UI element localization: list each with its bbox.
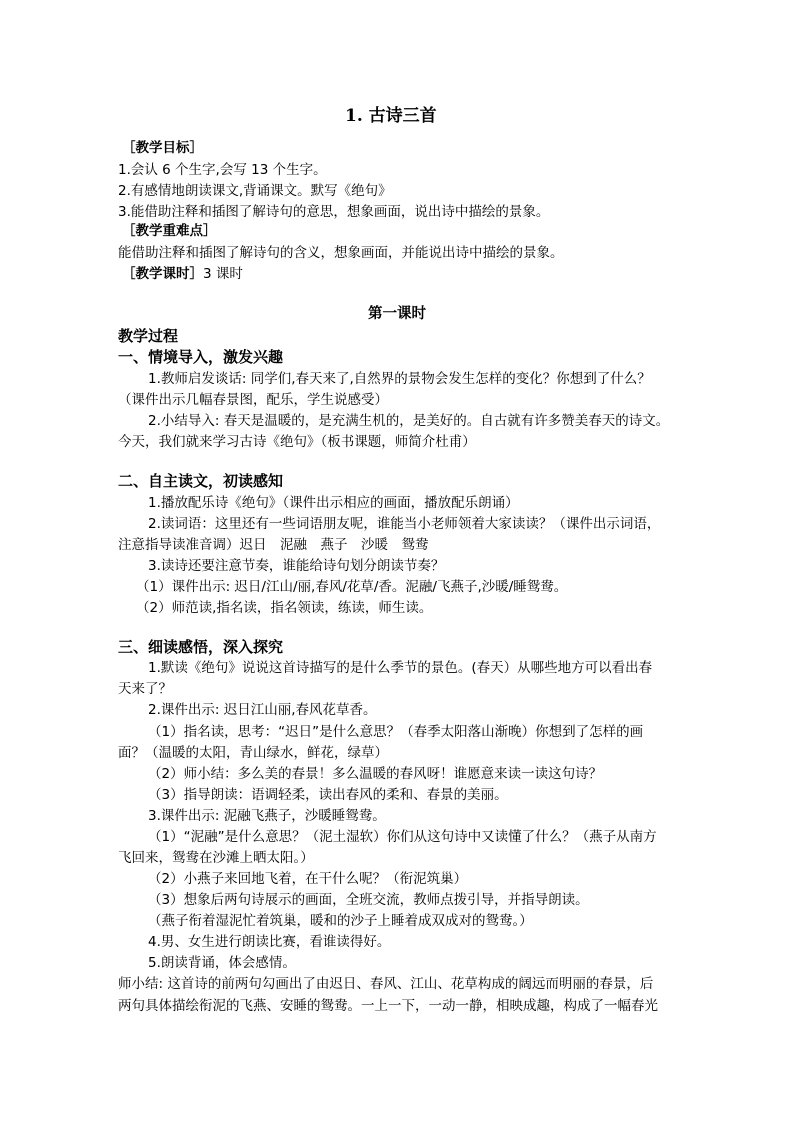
key-points-text: 能借助注释和插图了解诗句的含义，想象画面，并能说出诗中描绘的景象。 bbox=[118, 245, 564, 261]
goal-line: 2.有感情地朗读课文,背诵课文。默写《绝句》 bbox=[118, 183, 392, 199]
section-line: 天来了？ bbox=[118, 681, 172, 697]
section-line: （1）“泥融”是什么意思？（泥土湿软）你们从这句诗中又读懂了什么？（燕子从南方 bbox=[148, 829, 657, 845]
section-line: 飞回来，鸳鸯在沙滩上晒太阳。） bbox=[118, 850, 314, 866]
section-line: 2.小结导入: 春天是温暖的，是充满生机的，是美好的。自古就有许多赞美春天的诗文。 bbox=[148, 413, 670, 429]
section-line: （课件出示几幅春景图，配乐，学生说感受） bbox=[118, 392, 388, 408]
lesson-heading: 第一课时 bbox=[368, 306, 426, 322]
section-line: 2.读词语：这里还有一些词语朋友呢，谁能当小老师领着大家读读？（课件出示词语， bbox=[148, 516, 661, 532]
goals-heading: ［教学目标］ bbox=[122, 140, 203, 156]
section-heading: 二、自主读文，初读感知 bbox=[118, 472, 284, 490]
class-hours-value: 3 课时 bbox=[203, 266, 243, 282]
section-line: 4.男、女生进行朗读比赛，看谁读得好。 bbox=[148, 934, 391, 950]
section-line: 今天，我们就来学习古诗《绝句》（板书课题，师简介杜甫） bbox=[118, 434, 476, 450]
goal-line: 1.会认 6 个生字,会写 13 个生字。 bbox=[118, 162, 327, 178]
section-line: 5.朗读背诵，体会感情。 bbox=[148, 955, 296, 971]
section-line: 两句具体描绘衔泥的飞燕、安睡的鸳鸯。一上一下，一动一静，相映成趣，构成了一幅春光 bbox=[118, 998, 658, 1014]
section-line: 3.课件出示: 泥融飞燕子，沙暖睡鸳鸯。 bbox=[148, 808, 386, 824]
section-line: 3.读诗还要注意节奏，谁能给诗句划分朗读节奏？ bbox=[148, 558, 445, 574]
section-line: （3）想象后两句诗展示的画面，全班交流，教师点拨引导，并指导朗读。 bbox=[148, 892, 589, 908]
section-heading: 三、细读感悟，深入探究 bbox=[118, 638, 284, 656]
section-line: 师小结: 这首诗的前两句勾画出了由迟日、春风、江山、花草构成的阔远而明丽的春景，后 bbox=[118, 976, 654, 992]
document-title: 1. 古诗三首 bbox=[345, 106, 437, 126]
class-hours-label: ［教学课时］ bbox=[122, 266, 203, 282]
section-line: 2.课件出示: 迟日江山丽,春风花草香。 bbox=[148, 702, 377, 718]
section-line: （2）小燕子来回地飞着，在干什么呢？（衔泥筑巢） bbox=[148, 871, 468, 887]
section-line: （1）指名读，思考：“迟日”是什么意思？（春季太阳落山渐晚）你想到了怎样的画 bbox=[148, 724, 644, 740]
section-line: 注意指导读准音调）迟日 泥融 燕子 沙暖 鸳鸯 bbox=[118, 537, 429, 553]
section-heading: 一、情境导入，激发兴趣 bbox=[118, 348, 284, 366]
key-points-heading: ［教学重难点］ bbox=[122, 223, 217, 239]
section-line: 1.播放配乐诗《绝句》（课件出示相应的画面，播放配乐朗诵） bbox=[148, 495, 519, 511]
section-line: （2）师小结：多么美的春景！多么温暖的春风呀！谁愿意来读一读这句诗？ bbox=[148, 766, 603, 782]
section-line: 面？（温暖的太阳，青山绿水，鲜花，绿草） bbox=[118, 745, 388, 761]
section-line: 1.教师启发谈话: 同学们,春天来了,自然界的景物会发生怎样的变化？你想到了什么？ bbox=[148, 371, 651, 387]
process-heading: 教学过程 bbox=[118, 327, 179, 345]
class-hours-line bbox=[122, 265, 243, 283]
section-line: （3）指导朗读：语调轻柔，读出春风的柔和、春景的美丽。 bbox=[148, 787, 508, 803]
section-line: （燕子衔着湿泥忙着筑巢，暖和的沙子上睡着成双成对的鸳鸯。） bbox=[148, 913, 533, 929]
section-line: （2）师范读,指名读，指名领读，练读，师生读。 bbox=[136, 600, 433, 616]
goal-line: 3.能借助注释和插图了解诗句的意思，想象画面，说出诗中描绘的景象。 bbox=[118, 204, 550, 220]
section-line: 1.默读《绝句》说说这首诗描写的是什么季节的景色。(春天）从哪些地方可以看出春 bbox=[148, 660, 653, 676]
section-line: （1）课件出示: 迟日/江山/丽,春风/花草/香。泥融/飞燕子,沙暖/睡鸳鸯。 bbox=[136, 579, 568, 595]
